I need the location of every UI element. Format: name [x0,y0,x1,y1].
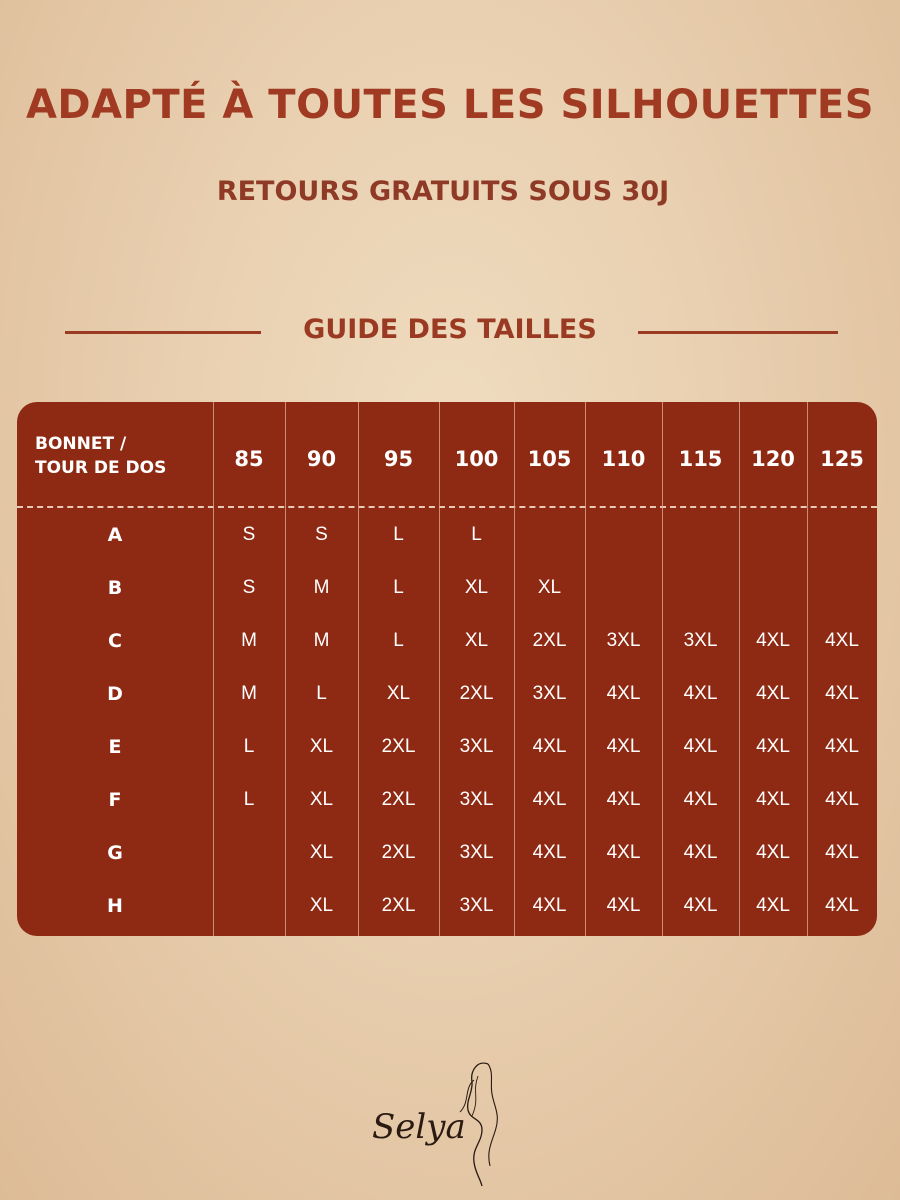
size-cell: L [243,735,255,757]
size-cell: 4XL [683,735,718,757]
size-cell: 3XL [459,894,494,916]
size-cell: 4XL [606,788,641,810]
size-cell: 2XL [532,629,567,651]
size-cell: 4XL [532,841,567,863]
size-cell: S [315,523,328,545]
band-size-header-115: 115 [678,447,723,471]
size-cell: XL [309,788,334,810]
cup-label-A: A [107,523,123,546]
size-cell: 4XL [606,841,641,863]
size-cell: L [243,788,255,810]
size-cell: 4XL [825,629,859,651]
size-cell [585,561,662,614]
size-cell [739,561,807,614]
size-cell [662,561,739,614]
size-cell: XL [386,682,411,704]
corner-label [35,432,166,480]
size-cell: 4XL [532,788,567,810]
size-cell: 4XL [825,894,859,916]
logo-text: Selya [372,1107,466,1147]
size-cell: 3XL [459,841,494,863]
size-cell: 4XL [532,894,567,916]
size-cell: L [316,682,327,704]
band-size-header-110: 110 [601,447,646,471]
size-cell: 2XL [381,788,416,810]
size-cell: 2XL [381,735,416,757]
size-cell: 4XL [756,682,790,704]
size-cell: 4XL [756,841,790,863]
size-cell: S [242,576,256,598]
size-guide-title: GUIDE DES TAILLES [303,314,597,345]
size-cell: XL [464,629,489,651]
size-guide-heading [0,312,900,352]
band-size-header-90: 90 [306,447,337,471]
size-cell: L [393,576,404,598]
size-cell [662,508,739,561]
size-cell: XL [537,576,562,598]
size-cell: L [471,523,482,545]
returns-subtitle: RETOURS GRATUITS SOUS 30J [216,176,670,207]
cup-label-E: E [108,735,122,758]
size-cell: 4XL [825,735,859,757]
size-cell: 4XL [606,735,641,757]
cup-label-F: F [108,788,122,811]
corner-label-line1: BONNET / [35,434,127,454]
size-cell: 3XL [459,788,494,810]
band-size-header-120: 120 [751,447,795,471]
band-size-header-100: 100 [454,447,499,471]
size-cell: M [313,576,330,598]
size-cell [807,508,877,561]
size-table [17,402,877,936]
size-cell [739,508,807,561]
cup-label-H: H [107,894,123,917]
size-cell: 3XL [532,682,567,704]
size-cell [213,826,285,879]
size-cell [514,508,585,561]
size-cell: 4XL [825,682,859,704]
corner-label-line2: TOUR DE DOS [35,458,167,478]
cup-label-C: C [108,629,122,652]
size-cell: L [393,523,404,545]
size-cell: S [242,523,256,545]
size-cell: XL [309,735,334,757]
size-cell: M [241,629,257,651]
band-size-header-125: 125 [820,447,864,471]
cup-label-D: D [107,682,123,705]
size-cell: 4XL [683,841,718,863]
size-cell: L [393,629,404,651]
cup-label-G: G [107,841,123,864]
size-cell: XL [464,576,489,598]
cup-label-B: B [107,576,123,599]
size-cell: 3XL [606,629,641,651]
size-cell: 4XL [756,629,790,651]
size-cell: 4XL [606,894,641,916]
size-cell: M [313,629,330,651]
selya-logo [360,1058,510,1188]
size-cell: XL [309,894,334,916]
size-cell: 3XL [459,735,494,757]
size-cell [213,879,285,932]
heading-divider-right [638,331,838,334]
size-cell: 2XL [459,682,494,704]
band-size-header-95: 95 [383,447,414,471]
size-cell: 2XL [381,894,416,916]
size-cell: 3XL [683,629,718,651]
size-cell: 4XL [825,788,859,810]
size-cell: 4XL [756,894,790,916]
size-cell: 4XL [606,682,641,704]
size-cell: 2XL [381,841,416,863]
size-cell: 4XL [683,682,718,704]
size-cell [807,561,877,614]
size-cell: 4XL [756,788,790,810]
size-cell: 4XL [532,735,567,757]
size-cell: XL [309,841,334,863]
page-title: ADAPTÉ À TOUTES LES SILHOUETTES [25,82,875,128]
band-size-header-105: 105 [527,447,572,471]
band-size-header-85: 85 [234,447,264,471]
size-cell: 4XL [683,894,718,916]
size-cell [585,508,662,561]
size-cell: M [241,682,257,704]
size-cell: 4XL [825,841,859,863]
size-cell: 4XL [756,735,790,757]
size-cell: 4XL [683,788,718,810]
